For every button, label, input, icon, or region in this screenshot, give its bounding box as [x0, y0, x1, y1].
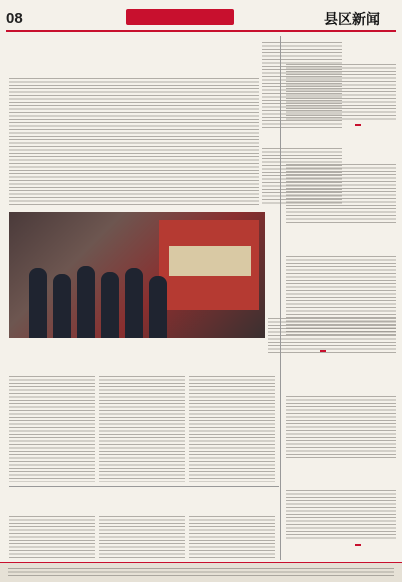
feature-body-col-3	[189, 376, 275, 482]
bottom-body-col-2	[99, 516, 185, 560]
photo-person	[29, 268, 47, 338]
page-footer	[0, 562, 402, 582]
column-rule	[280, 36, 281, 560]
right-item-body	[286, 64, 396, 120]
right-item-body	[286, 490, 396, 540]
right-badge	[355, 544, 361, 546]
section-divider	[9, 486, 279, 487]
feature-body-col-1	[9, 376, 95, 482]
right-badge	[355, 124, 361, 126]
footer-text	[8, 568, 394, 578]
photo-person	[125, 268, 143, 338]
right-item-body	[286, 256, 396, 336]
photo-person	[149, 276, 167, 338]
bottom-body-col-3	[189, 516, 275, 560]
photo-display-board	[169, 246, 251, 276]
right-item-body	[286, 164, 396, 224]
newspaper-logo	[126, 9, 234, 25]
page-number: 08	[6, 10, 23, 27]
bottom-body-col-1	[9, 516, 95, 560]
photo-person	[53, 274, 71, 338]
lead-body-text	[9, 78, 259, 206]
section-title: 县区新闻	[324, 11, 380, 27]
feature-body-col-2	[99, 376, 185, 482]
feature-photo	[9, 212, 265, 338]
masthead-rule	[6, 30, 396, 32]
photo-person	[101, 272, 119, 338]
right-item-body	[286, 396, 396, 460]
right-badge	[320, 350, 326, 352]
photo-person	[77, 266, 95, 338]
